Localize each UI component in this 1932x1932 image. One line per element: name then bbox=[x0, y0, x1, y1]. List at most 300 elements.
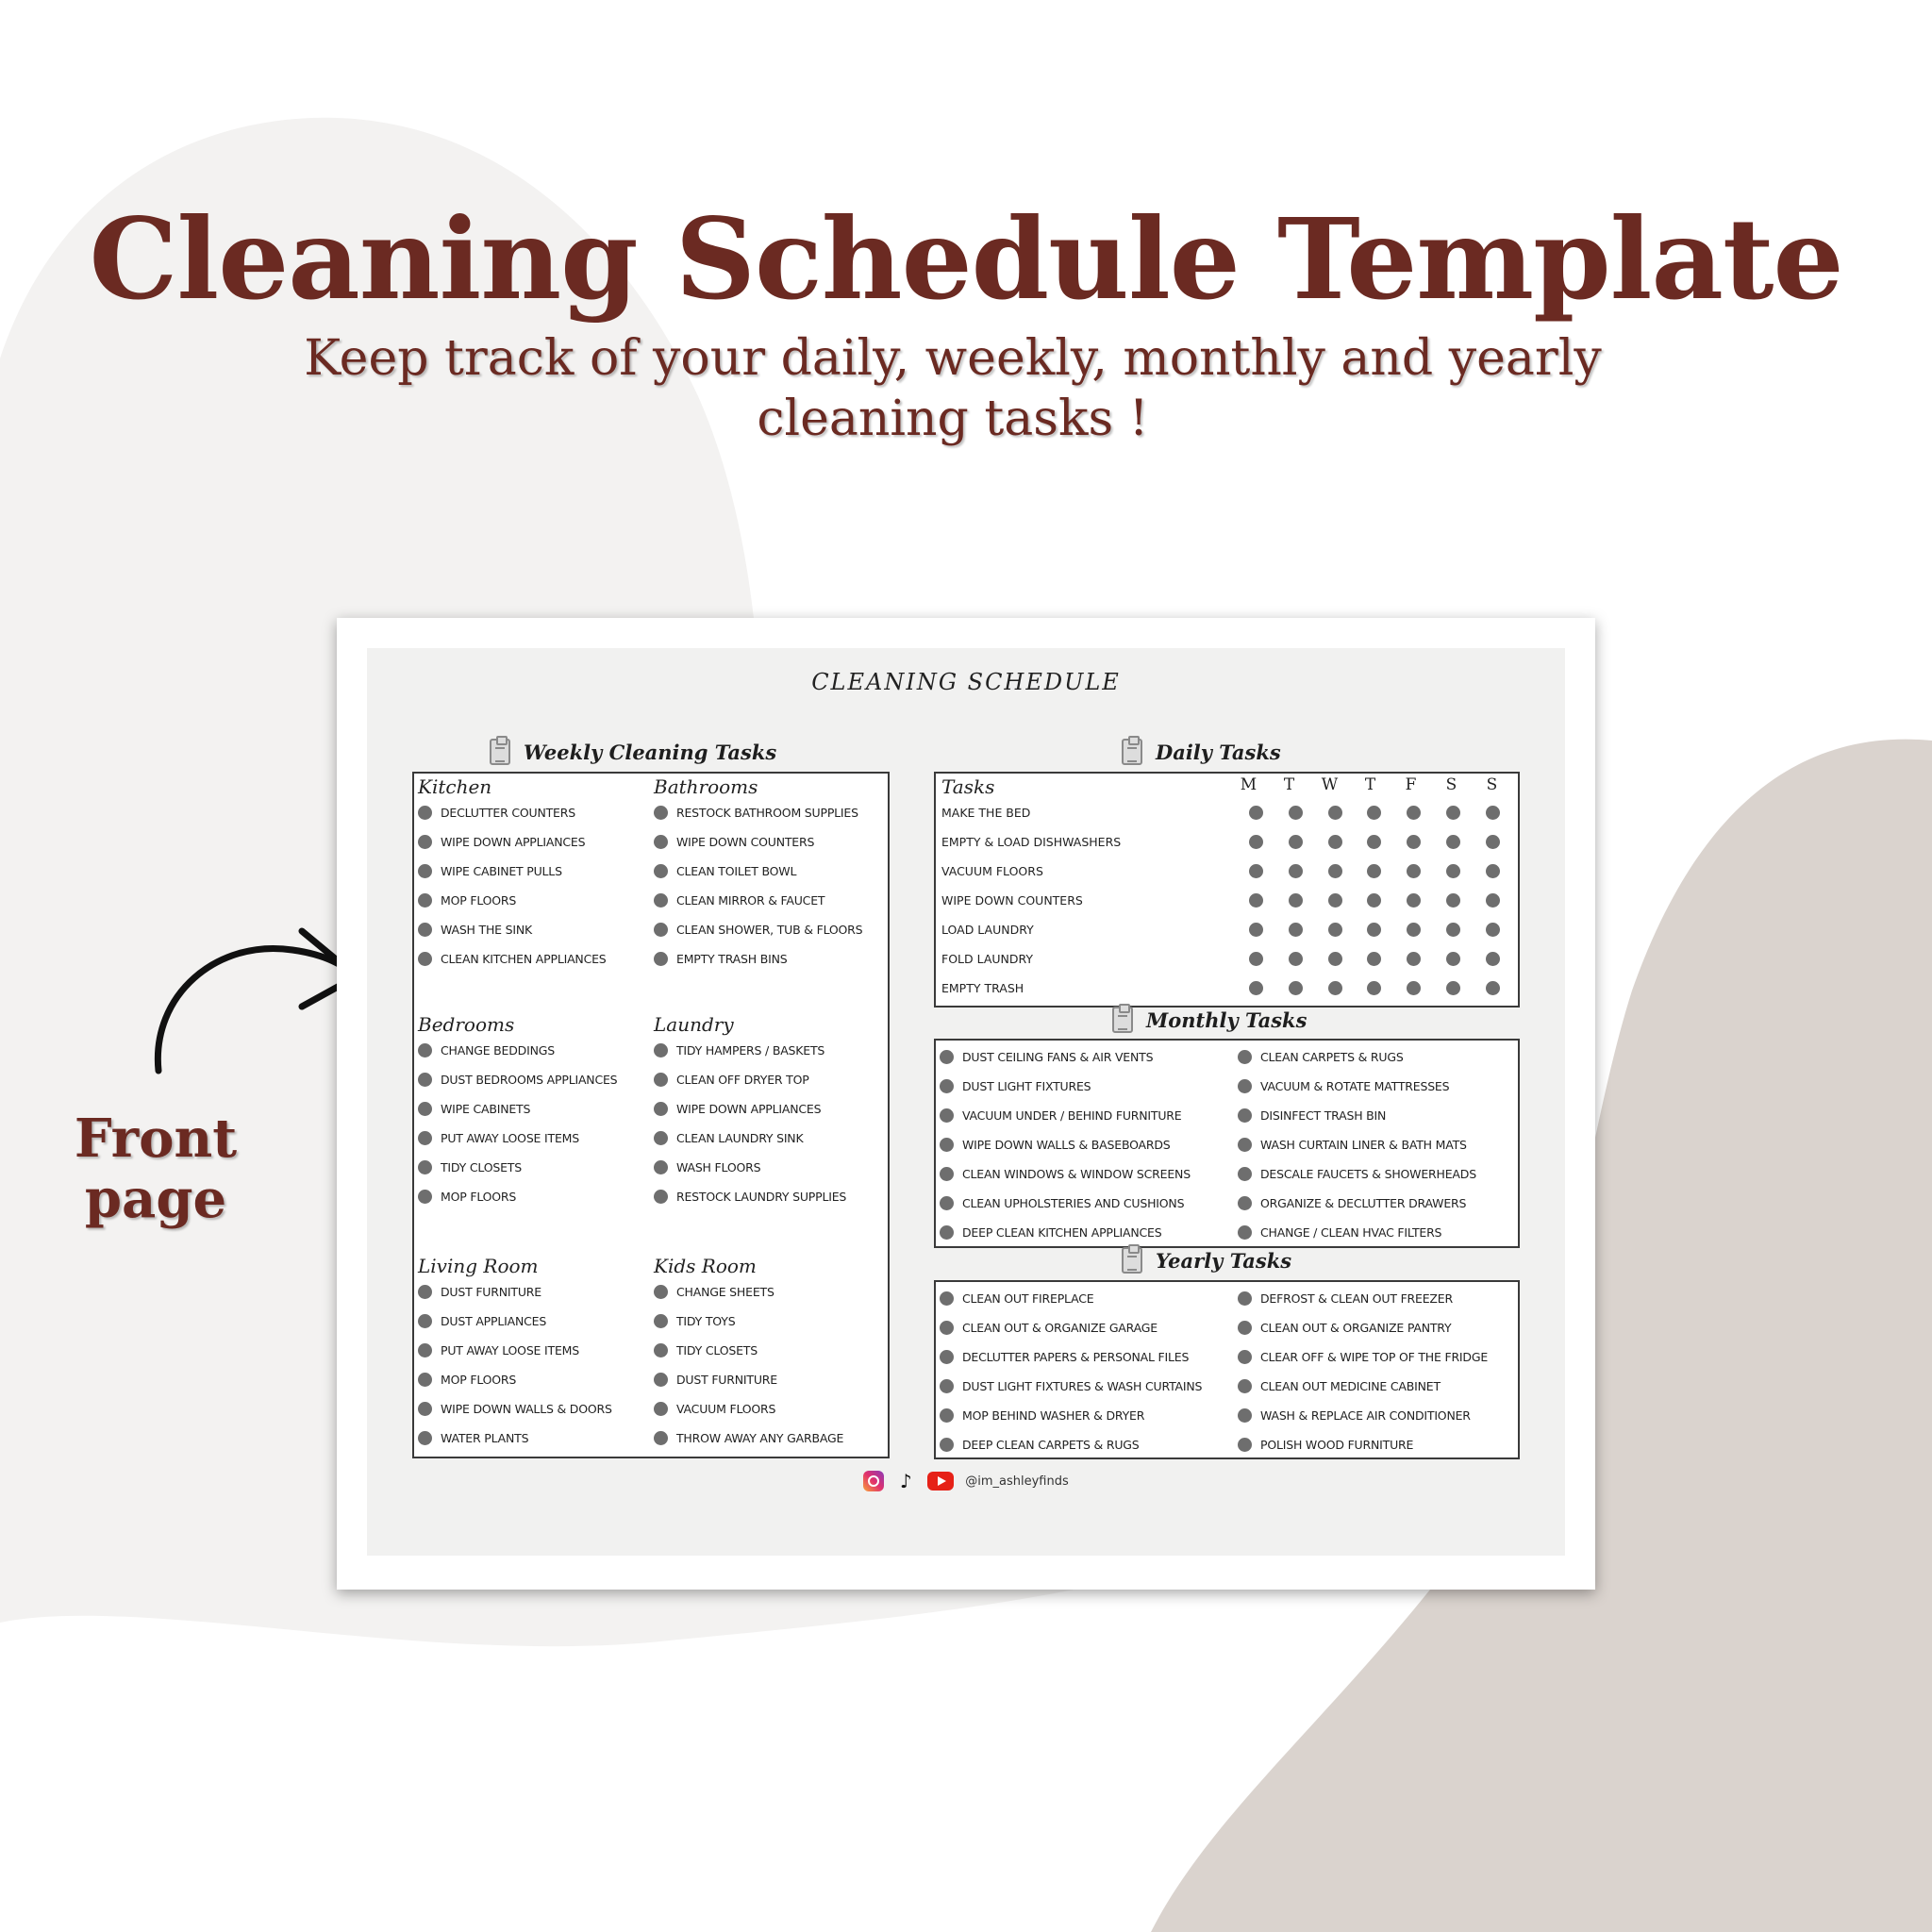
checkbox-dot-icon[interactable] bbox=[940, 1350, 954, 1364]
task-label: DUST BEDROOMS APPLIANCES bbox=[441, 1073, 618, 1087]
task-item bbox=[940, 1101, 1191, 1130]
day-cell bbox=[1473, 864, 1512, 878]
checkbox-dot-icon[interactable] bbox=[1407, 952, 1421, 966]
task-label: CLEAN OUT FIREPLACE bbox=[962, 1291, 1094, 1306]
day-cell bbox=[1473, 952, 1512, 966]
clipboard-icon bbox=[1112, 1007, 1133, 1033]
checkbox-dot-icon[interactable] bbox=[1446, 952, 1460, 966]
day-cell bbox=[1394, 806, 1434, 820]
task-item bbox=[654, 857, 862, 886]
checkbox-dot-icon[interactable] bbox=[1367, 923, 1381, 937]
task-label: DECLUTTER COUNTERS bbox=[441, 806, 575, 820]
day-cell bbox=[1473, 893, 1512, 908]
task-label: DESCALE FAUCETS & SHOWERHEADS bbox=[1260, 1167, 1476, 1181]
youtube-icon[interactable] bbox=[927, 1472, 954, 1491]
checkbox-dot-icon[interactable] bbox=[418, 1102, 432, 1116]
task-label: WASH THE SINK bbox=[441, 923, 533, 937]
task-label: PUT AWAY LOOSE ITEMS bbox=[441, 1343, 579, 1357]
checkbox-dot-icon[interactable] bbox=[1238, 1321, 1252, 1335]
task-item bbox=[654, 1365, 843, 1394]
day-cell bbox=[1355, 806, 1394, 820]
checkbox-dot-icon[interactable] bbox=[654, 835, 668, 849]
task-label: ORGANIZE & DECLUTTER DRAWERS bbox=[1260, 1196, 1467, 1210]
checkbox-dot-icon[interactable] bbox=[418, 952, 432, 966]
task-label: DEEP CLEAN CARPETS & RUGS bbox=[962, 1438, 1140, 1452]
task-item bbox=[418, 1277, 612, 1307]
task-item bbox=[940, 1218, 1191, 1247]
task-item bbox=[654, 1124, 846, 1153]
checkbox-dot-icon[interactable] bbox=[654, 1190, 668, 1204]
daily-task-label: LOAD LAUNDRY bbox=[941, 923, 1034, 937]
checkbox-dot-icon[interactable] bbox=[654, 952, 668, 966]
checkbox-dot-icon[interactable] bbox=[1238, 1379, 1252, 1393]
checkbox-dot-icon[interactable] bbox=[1328, 981, 1342, 995]
checkbox-dot-icon[interactable] bbox=[418, 835, 432, 849]
day-cell bbox=[1433, 806, 1473, 820]
day-cell bbox=[1355, 981, 1394, 995]
checkbox-dot-icon[interactable] bbox=[1367, 835, 1381, 849]
instagram-icon[interactable] bbox=[863, 1471, 884, 1491]
day-cell bbox=[1355, 864, 1394, 878]
checkbox-dot-icon[interactable] bbox=[1407, 923, 1421, 937]
checkbox-dot-icon[interactable] bbox=[418, 1043, 432, 1058]
checkbox-dot-icon[interactable] bbox=[1238, 1408, 1252, 1423]
checkbox-dot-icon[interactable] bbox=[1238, 1291, 1252, 1306]
day-cell bbox=[1473, 981, 1512, 995]
checkbox-dot-icon[interactable] bbox=[418, 893, 432, 908]
checkbox-dot-icon[interactable] bbox=[1367, 952, 1381, 966]
task-item bbox=[418, 857, 607, 886]
task-label: WATER PLANTS bbox=[441, 1431, 529, 1445]
day-cell bbox=[1315, 864, 1355, 878]
curved-arrow-icon bbox=[142, 920, 368, 1080]
task-item bbox=[654, 1277, 843, 1307]
page-title: Cleaning Schedule Template bbox=[89, 193, 1843, 325]
checkbox-dot-icon[interactable] bbox=[1238, 1167, 1252, 1181]
day-cell bbox=[1355, 835, 1394, 849]
task-label: CLEAN SHOWER, TUB & FLOORS bbox=[676, 923, 863, 937]
day-cell bbox=[1275, 806, 1315, 820]
checkbox-dot-icon[interactable] bbox=[940, 1321, 954, 1335]
tiktok-icon[interactable]: ♪ bbox=[899, 1470, 912, 1492]
task-label: CHANGE SHEETS bbox=[676, 1285, 774, 1299]
sheet-inner bbox=[367, 648, 1565, 1556]
checkbox-dot-icon[interactable] bbox=[1486, 952, 1500, 966]
yearly-heading bbox=[1122, 1247, 1291, 1274]
daily-task-label: MAKE THE BED bbox=[941, 806, 1031, 820]
day-label: S bbox=[1445, 775, 1457, 794]
task-label: DUST CEILING FANS & AIR VENTS bbox=[962, 1050, 1154, 1064]
task-item bbox=[940, 1042, 1191, 1072]
checkbox-dot-icon[interactable] bbox=[1238, 1138, 1252, 1152]
day-cell bbox=[1355, 952, 1394, 966]
social-footer bbox=[367, 1471, 1565, 1491]
day-cell bbox=[1275, 835, 1315, 849]
day-cell bbox=[1275, 893, 1315, 908]
weekly-box bbox=[412, 772, 890, 1458]
daily-task-row bbox=[941, 886, 1512, 915]
task-label: DUST LIGHT FIXTURES bbox=[962, 1079, 1091, 1093]
day-cell bbox=[1394, 952, 1434, 966]
kitchen-group bbox=[418, 775, 607, 974]
checkbox-dot-icon[interactable] bbox=[654, 1102, 668, 1116]
day-cell bbox=[1237, 806, 1276, 820]
page-subtitle: Keep track of your daily, weekly, monthly and yearly cleaning tasks ! bbox=[304, 330, 1602, 447]
task-item bbox=[418, 1182, 617, 1211]
checkbox-dot-icon[interactable] bbox=[1328, 864, 1342, 878]
laundry-list bbox=[654, 1036, 846, 1211]
checkbox-dot-icon[interactable] bbox=[1486, 806, 1500, 820]
checkbox-dot-icon[interactable] bbox=[1289, 835, 1303, 849]
task-item bbox=[418, 1153, 617, 1182]
task-item bbox=[1238, 1401, 1488, 1430]
checkbox-dot-icon[interactable] bbox=[940, 1079, 954, 1093]
tasks-label: Tasks bbox=[941, 775, 995, 798]
bathrooms-group bbox=[654, 775, 862, 974]
checkbox-dot-icon[interactable] bbox=[940, 1291, 954, 1306]
task-label: DEEP CLEAN KITCHEN APPLIANCES bbox=[962, 1225, 1162, 1240]
task-label: WASH & REPLACE AIR CONDITIONER bbox=[1260, 1408, 1471, 1423]
checkbox-dot-icon[interactable] bbox=[940, 1050, 954, 1064]
checkbox-dot-icon[interactable] bbox=[418, 1314, 432, 1328]
checkbox-dot-icon[interactable] bbox=[1446, 923, 1460, 937]
task-item bbox=[940, 1372, 1202, 1401]
weekly-heading bbox=[490, 739, 776, 765]
task-item bbox=[654, 1394, 843, 1424]
checkbox-dot-icon[interactable] bbox=[1238, 1225, 1252, 1240]
checkbox-dot-icon[interactable] bbox=[654, 1160, 668, 1174]
day-cell bbox=[1315, 806, 1355, 820]
task-label: CLEAR OFF & WIPE TOP OF THE FRIDGE bbox=[1260, 1350, 1489, 1364]
task-item bbox=[654, 1424, 843, 1453]
day-labels bbox=[1228, 775, 1512, 798]
task-item bbox=[1238, 1430, 1488, 1459]
monthly-list-right bbox=[1238, 1042, 1476, 1247]
task-item bbox=[654, 1182, 846, 1211]
task-label: RESTOCK BATHROOM SUPPLIES bbox=[676, 806, 858, 820]
task-label: POLISH WOOD FURNITURE bbox=[1260, 1438, 1414, 1452]
task-item bbox=[418, 1094, 617, 1124]
day-cell bbox=[1355, 923, 1394, 937]
checkbox-dot-icon[interactable] bbox=[418, 1343, 432, 1357]
checkbox-dot-icon[interactable] bbox=[1238, 1079, 1252, 1093]
task-label: WIPE DOWN APPLIANCES bbox=[441, 835, 586, 849]
checkbox-dot-icon[interactable] bbox=[1486, 923, 1500, 937]
kids-room-group bbox=[654, 1255, 843, 1453]
checkbox-dot-icon[interactable] bbox=[418, 864, 432, 878]
day-cell bbox=[1433, 864, 1473, 878]
day-cell bbox=[1237, 981, 1276, 995]
checkbox-dot-icon[interactable] bbox=[1446, 981, 1460, 995]
checkbox-dot-icon[interactable] bbox=[654, 864, 668, 878]
task-label: CLEAN OUT MEDICINE CABINET bbox=[1260, 1379, 1441, 1393]
daily-task-row bbox=[941, 915, 1512, 944]
task-item bbox=[654, 1307, 843, 1336]
checkbox-dot-icon[interactable] bbox=[940, 1108, 954, 1123]
bathrooms-list bbox=[654, 798, 862, 974]
checkbox-dot-icon[interactable] bbox=[940, 1408, 954, 1423]
task-item bbox=[940, 1130, 1191, 1159]
living-room-list bbox=[418, 1277, 612, 1453]
task-item bbox=[654, 1036, 846, 1065]
monthly-heading bbox=[1112, 1007, 1307, 1033]
task-label: CHANGE BEDDINGS bbox=[441, 1043, 555, 1058]
task-item bbox=[1238, 1159, 1476, 1189]
task-label: TIDY CLOSETS bbox=[441, 1160, 522, 1174]
clipboard-icon bbox=[490, 739, 510, 765]
task-label: DISINFECT TRASH BIN bbox=[1260, 1108, 1387, 1123]
task-label: CLEAN TOILET BOWL bbox=[676, 864, 797, 878]
checkbox-dot-icon[interactable] bbox=[940, 1138, 954, 1152]
task-item bbox=[654, 1153, 846, 1182]
checkbox-dot-icon[interactable] bbox=[1249, 864, 1263, 878]
checkbox-dot-icon[interactable] bbox=[654, 1131, 668, 1145]
day-label: W bbox=[1321, 775, 1339, 794]
task-item bbox=[940, 1159, 1191, 1189]
task-label: RESTOCK LAUNDRY SUPPLIES bbox=[676, 1190, 847, 1204]
daily-task-row bbox=[941, 944, 1512, 974]
checkbox-dot-icon[interactable] bbox=[418, 1160, 432, 1174]
checkbox-dot-icon[interactable] bbox=[1238, 1196, 1252, 1210]
checkbox-dot-icon[interactable] bbox=[1446, 864, 1460, 878]
day-cell bbox=[1315, 981, 1355, 995]
yearly-list-right bbox=[1238, 1284, 1488, 1459]
task-item bbox=[1238, 1130, 1476, 1159]
checkbox-dot-icon[interactable] bbox=[1289, 952, 1303, 966]
task-label: CLEAN OUT & ORGANIZE GARAGE bbox=[962, 1321, 1158, 1335]
task-label: MOP FLOORS bbox=[441, 1190, 517, 1204]
day-cell bbox=[1394, 864, 1434, 878]
task-label: PUT AWAY LOOSE ITEMS bbox=[441, 1131, 579, 1145]
day-cell bbox=[1237, 923, 1276, 937]
checkbox-dot-icon[interactable] bbox=[1446, 835, 1460, 849]
monthly-list-left bbox=[940, 1042, 1191, 1247]
checkbox-dot-icon[interactable] bbox=[1249, 923, 1263, 937]
checkbox-dot-icon[interactable] bbox=[1249, 893, 1263, 908]
task-label: TIDY CLOSETS bbox=[676, 1343, 758, 1357]
task-label: WIPE DOWN COUNTERS bbox=[676, 835, 815, 849]
checkbox-dot-icon[interactable] bbox=[1289, 893, 1303, 908]
checkbox-dot-icon[interactable] bbox=[1249, 835, 1263, 849]
checkbox-dot-icon[interactable] bbox=[1407, 981, 1421, 995]
checkbox-dot-icon[interactable] bbox=[654, 923, 668, 937]
task-label: CLEAN CARPETS & RUGS bbox=[1260, 1050, 1404, 1064]
task-label: VACUUM & ROTATE MATTRESSES bbox=[1260, 1079, 1450, 1093]
task-label: DUST LIGHT FIXTURES & WASH CURTAINS bbox=[962, 1379, 1203, 1393]
daily-box bbox=[934, 772, 1520, 1008]
task-item bbox=[418, 798, 607, 827]
checkbox-dot-icon[interactable] bbox=[1249, 981, 1263, 995]
task-item bbox=[1238, 1072, 1476, 1101]
task-label: VACUUM UNDER / BEHIND FURNITURE bbox=[962, 1108, 1182, 1123]
living-room-group bbox=[418, 1255, 612, 1453]
task-label: CLEAN OUT & ORGANIZE PANTRY bbox=[1260, 1321, 1452, 1335]
task-item bbox=[1238, 1342, 1488, 1372]
task-label: CLEAN WINDOWS & WINDOW SCREENS bbox=[962, 1167, 1191, 1181]
checkbox-dot-icon[interactable] bbox=[418, 1285, 432, 1299]
checkbox-dot-icon[interactable] bbox=[1289, 864, 1303, 878]
day-cell bbox=[1473, 835, 1512, 849]
checkbox-dot-icon[interactable] bbox=[654, 1373, 668, 1387]
task-label: TIDY HAMPERS / BASKETS bbox=[676, 1043, 825, 1058]
checkbox-dot-icon[interactable] bbox=[418, 1190, 432, 1204]
checkbox-dot-icon[interactable] bbox=[654, 1402, 668, 1416]
task-item bbox=[418, 915, 607, 944]
checkbox-dot-icon[interactable] bbox=[654, 806, 668, 820]
checkbox-dot-icon[interactable] bbox=[1367, 981, 1381, 995]
checkbox-dot-icon[interactable] bbox=[940, 1225, 954, 1240]
checkbox-dot-icon[interactable] bbox=[1407, 893, 1421, 908]
task-item bbox=[418, 1036, 617, 1065]
checkbox-dot-icon[interactable] bbox=[418, 1402, 432, 1416]
laundry-group bbox=[654, 1013, 846, 1211]
bedrooms-list bbox=[418, 1036, 617, 1211]
task-label: CLEAN OFF DRYER TOP bbox=[676, 1073, 809, 1087]
checkbox-dot-icon[interactable] bbox=[940, 1438, 954, 1452]
checkbox-dot-icon[interactable] bbox=[418, 1131, 432, 1145]
checkbox-dot-icon[interactable] bbox=[1328, 952, 1342, 966]
task-item bbox=[654, 915, 862, 944]
checkbox-dot-icon[interactable] bbox=[654, 1043, 668, 1058]
task-item bbox=[940, 1284, 1202, 1313]
day-cell bbox=[1275, 864, 1315, 878]
daily-heading-text: Daily Tasks bbox=[1156, 740, 1281, 764]
task-label: DUST FURNITURE bbox=[441, 1285, 541, 1299]
schedule-sheet bbox=[337, 618, 1595, 1590]
checkbox-dot-icon[interactable] bbox=[418, 1073, 432, 1087]
checkbox-dot-icon[interactable] bbox=[1328, 923, 1342, 937]
checkbox-dot-icon[interactable] bbox=[1486, 835, 1500, 849]
task-label: WASH FLOORS bbox=[676, 1160, 761, 1174]
day-cell bbox=[1473, 806, 1512, 820]
checkbox-dot-icon[interactable] bbox=[418, 923, 432, 937]
task-item bbox=[418, 1124, 617, 1153]
daily-heading bbox=[1122, 739, 1281, 765]
checkbox-dot-icon[interactable] bbox=[1328, 893, 1342, 908]
day-cell bbox=[1433, 835, 1473, 849]
day-cell bbox=[1433, 952, 1473, 966]
checkbox-dot-icon[interactable] bbox=[1407, 806, 1421, 820]
task-item bbox=[1238, 1313, 1488, 1342]
checkbox-dot-icon[interactable] bbox=[418, 1373, 432, 1387]
task-item bbox=[1238, 1101, 1476, 1130]
task-label: VACUUM FLOORS bbox=[676, 1402, 776, 1416]
checkbox-dot-icon[interactable] bbox=[1289, 923, 1303, 937]
checkbox-dot-icon[interactable] bbox=[654, 893, 668, 908]
sheet-title: CLEANING SCHEDULE bbox=[811, 669, 1121, 695]
task-item bbox=[1238, 1284, 1488, 1313]
task-item bbox=[1238, 1042, 1476, 1072]
day-cell bbox=[1315, 923, 1355, 937]
checkbox-dot-icon[interactable] bbox=[1446, 806, 1460, 820]
checkbox-dot-icon[interactable] bbox=[1328, 835, 1342, 849]
checkbox-dot-icon[interactable] bbox=[1289, 981, 1303, 995]
day-cell bbox=[1433, 893, 1473, 908]
checkbox-dot-icon[interactable] bbox=[654, 1343, 668, 1357]
kids-room-title: Kids Room bbox=[654, 1255, 757, 1277]
checkbox-dot-icon[interactable] bbox=[418, 806, 432, 820]
checkbox-dot-icon[interactable] bbox=[654, 1073, 668, 1087]
checkbox-dot-icon[interactable] bbox=[1238, 1438, 1252, 1452]
day-cell bbox=[1355, 893, 1394, 908]
checkbox-dot-icon[interactable] bbox=[1486, 981, 1500, 995]
day-cell bbox=[1275, 981, 1315, 995]
checkbox-dot-icon[interactable] bbox=[654, 1285, 668, 1299]
task-item bbox=[418, 1336, 612, 1365]
day-cell bbox=[1394, 893, 1434, 908]
task-label: DUST APPLIANCES bbox=[441, 1314, 547, 1328]
task-label: WIPE DOWN WALLS & DOORS bbox=[441, 1402, 612, 1416]
clipboard-icon bbox=[1122, 739, 1142, 765]
day-cell bbox=[1237, 864, 1276, 878]
checkbox-dot-icon[interactable] bbox=[1238, 1108, 1252, 1123]
checkbox-dot-icon[interactable] bbox=[1238, 1350, 1252, 1364]
task-item bbox=[654, 798, 862, 827]
checkbox-dot-icon[interactable] bbox=[1486, 864, 1500, 878]
task-item bbox=[418, 1365, 612, 1394]
task-label: WASH CURTAIN LINER & BATH MATS bbox=[1260, 1138, 1467, 1152]
checkbox-dot-icon[interactable] bbox=[940, 1167, 954, 1181]
kids-room-list bbox=[654, 1277, 843, 1453]
daily-task-row bbox=[941, 974, 1512, 1003]
task-label: CLEAN LAUNDRY SINK bbox=[676, 1131, 804, 1145]
checkbox-dot-icon[interactable] bbox=[940, 1379, 954, 1393]
checkbox-dot-icon[interactable] bbox=[1446, 893, 1460, 908]
day-cell bbox=[1473, 923, 1512, 937]
checkbox-dot-icon[interactable] bbox=[654, 1314, 668, 1328]
bedrooms-group bbox=[418, 1013, 617, 1211]
task-label: TIDY TOYS bbox=[676, 1314, 736, 1328]
checkbox-dot-icon[interactable] bbox=[1407, 835, 1421, 849]
checkbox-dot-icon[interactable] bbox=[418, 1431, 432, 1445]
task-label: MOP BEHIND WASHER & DRYER bbox=[962, 1408, 1145, 1423]
checkbox-dot-icon[interactable] bbox=[1289, 806, 1303, 820]
checkbox-dot-icon[interactable] bbox=[1238, 1050, 1252, 1064]
task-label: EMPTY TRASH BINS bbox=[676, 952, 788, 966]
daily-task-label: WIPE DOWN COUNTERS bbox=[941, 893, 1083, 908]
task-item bbox=[940, 1313, 1202, 1342]
checkbox-dot-icon[interactable] bbox=[1486, 893, 1500, 908]
daily-task-row bbox=[941, 827, 1512, 857]
checkbox-dot-icon[interactable] bbox=[1249, 952, 1263, 966]
checkbox-dot-icon[interactable] bbox=[940, 1196, 954, 1210]
day-cell bbox=[1433, 981, 1473, 995]
task-item bbox=[654, 827, 862, 857]
daily-task-label: VACUUM FLOORS bbox=[941, 864, 1043, 878]
checkbox-dot-icon[interactable] bbox=[1328, 806, 1342, 820]
kitchen-title: Kitchen bbox=[418, 775, 492, 798]
kitchen-list bbox=[418, 798, 607, 974]
day-cell bbox=[1237, 952, 1276, 966]
checkbox-dot-icon[interactable] bbox=[1407, 864, 1421, 878]
social-handle[interactable]: @im_ashleyfinds bbox=[965, 1474, 1069, 1489]
checkbox-dot-icon[interactable] bbox=[654, 1431, 668, 1445]
weekly-heading-text: Weekly Cleaning Tasks bbox=[524, 740, 777, 764]
task-label: DUST FURNITURE bbox=[676, 1373, 777, 1387]
checkbox-dot-icon[interactable] bbox=[1367, 893, 1381, 908]
daily-task-row bbox=[941, 798, 1512, 827]
checkbox-dot-icon[interactable] bbox=[1367, 806, 1381, 820]
checkbox-dot-icon[interactable] bbox=[1367, 864, 1381, 878]
day-cell bbox=[1394, 835, 1434, 849]
task-label: DECLUTTER PAPERS & PERSONAL FILES bbox=[962, 1350, 1190, 1364]
day-cell bbox=[1315, 952, 1355, 966]
task-label: DEFROST & CLEAN OUT FREEZER bbox=[1260, 1291, 1453, 1306]
daily-task-label: EMPTY TRASH bbox=[941, 981, 1024, 995]
task-item bbox=[418, 1307, 612, 1336]
task-label: CHANGE / CLEAN HVAC FILTERS bbox=[1260, 1225, 1442, 1240]
checkbox-dot-icon[interactable] bbox=[1249, 806, 1263, 820]
